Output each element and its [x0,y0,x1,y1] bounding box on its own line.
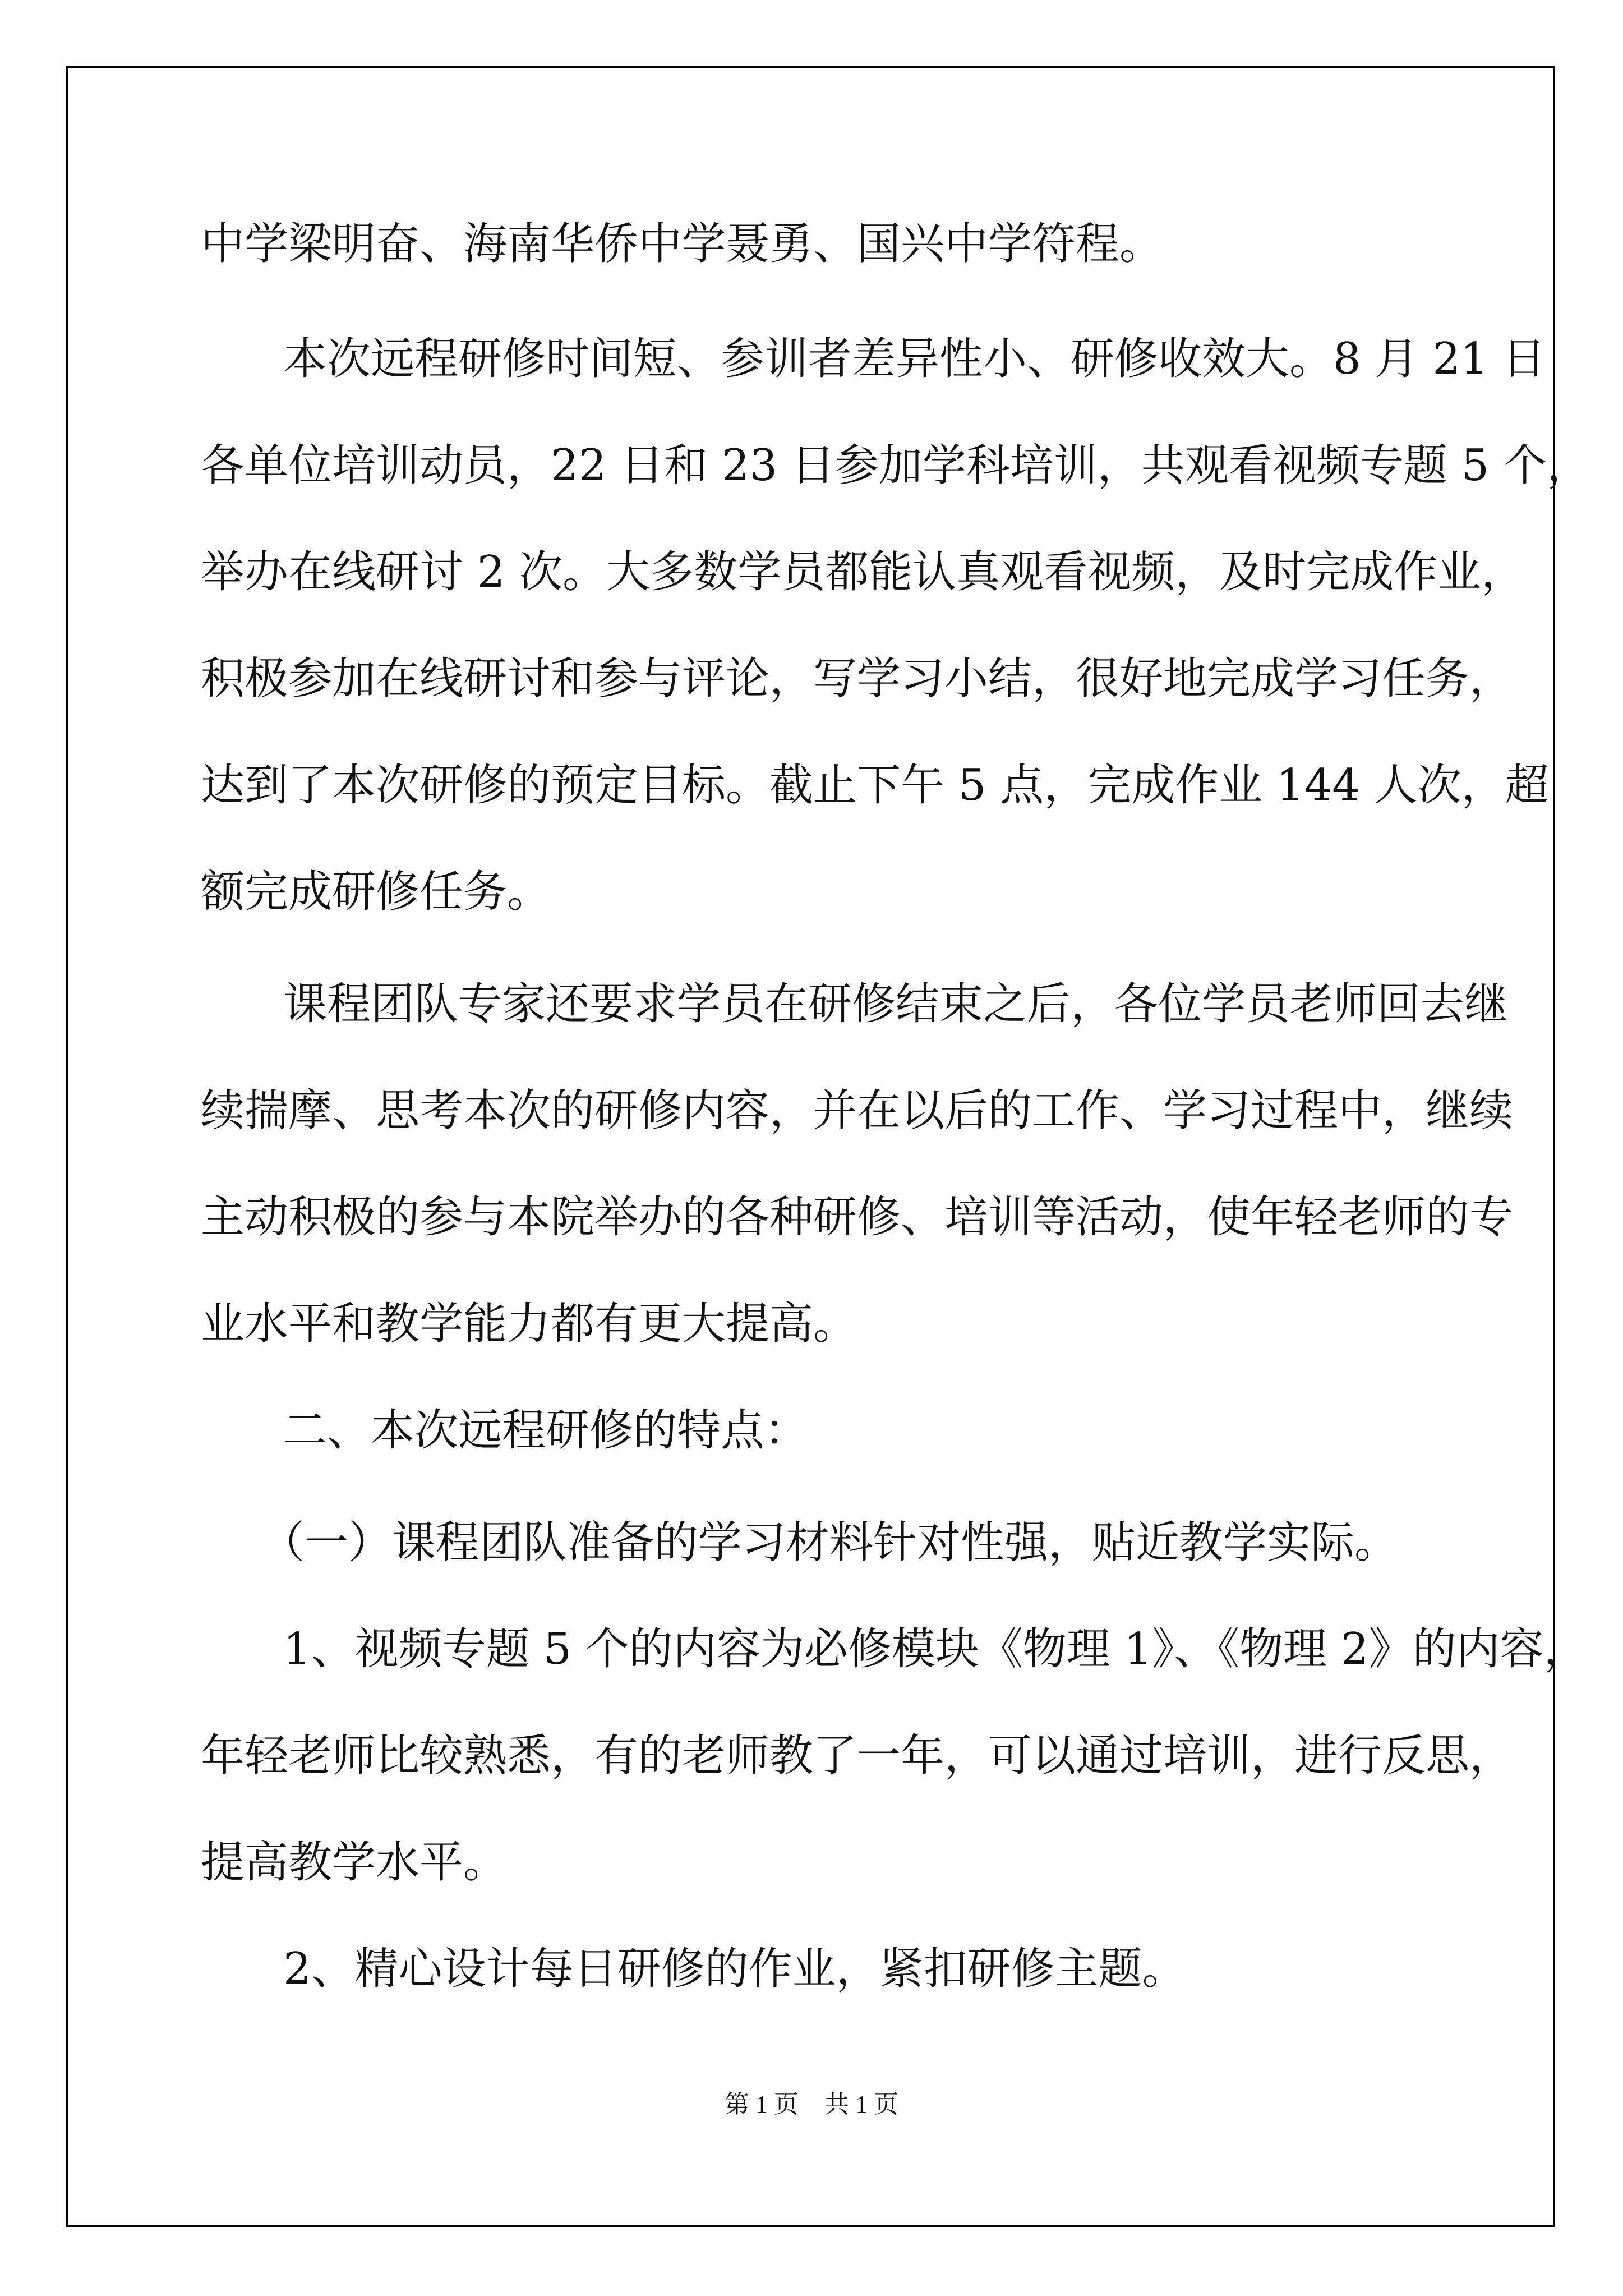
section-heading: 二、本次远程研修的特点： [283,1405,809,1456]
paragraph-line: 提高教学水平。 [201,1837,508,1888]
paragraph-line: 举办在线研讨 2 次。大多数学员都能认真观看视频，及时完成作业， [201,547,1525,597]
paragraph-line: 本次远程研修时间短、参训者差异性小、研修收效大。8 月 21 日 [283,334,1546,384]
paragraph-line: 达到了本次研修的预定目标。截止下午 5 点，完成作业 144 人次，超 [201,760,1549,811]
paragraph-line: 续揣摩、思考本次的研修内容，并在以后的工作、学习过程中，继续 [201,1085,1514,1136]
paragraph-line: 课程团队专家还要求学员在研修结束之后，各位学员老师回去继 [283,979,1509,1029]
page-number: 第 1 页 [725,2091,799,2118]
subsection-heading: （一）课程团队准备的学习材料针对性强，贴近教学实际。 [261,1517,1399,1568]
paragraph-line: 积极参加在线研讨和参与评论，写学习小结，很好地完成学习任务， [201,654,1514,704]
page-total: 共 1 页 [824,2091,898,2118]
paragraph-line: 年轻老师比较熟悉，有的老师教了一年，可以通过培训，进行反思， [201,1731,1514,1781]
page-border [66,66,1591,2227]
paragraph-line: 2、精心设计每日研修的作业，紧扣研修主题。 [283,1944,1186,1994]
paragraph-line: 各单位培训动员，22 日和 23 日参加学科培训，共观看视频专题 5 个， [201,440,1591,491]
paragraph-line: 主动积极的参与本院举办的各种研修、培训等活动，使年轻老师的专 [201,1192,1514,1243]
paragraph-line: 业水平和教学能力都有更大提高。 [201,1299,857,1349]
paragraph-line: 额完成研修任务。 [201,867,551,917]
page-footer [0,2088,1623,2122]
paragraph-line: 1、视频专题 5 个的内容为必修模块《物理 1》、《物理 2》的内容， [283,1624,1588,1674]
paragraph-line: 中学梁明奋、海南华侨中学聂勇、国兴中学符程。 [201,219,1164,269]
